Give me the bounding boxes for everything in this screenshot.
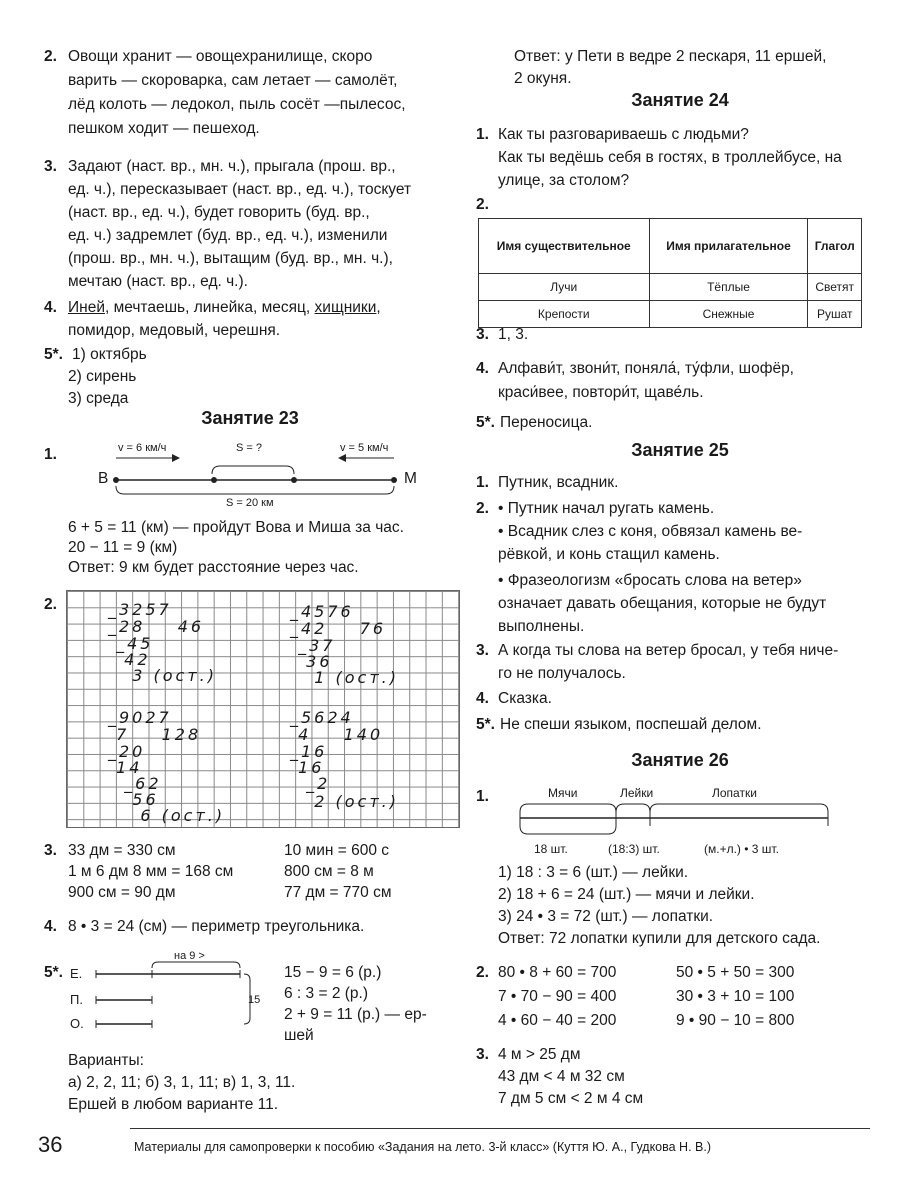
table-cell: Лучи [479, 274, 650, 301]
difference-label: на 9 > [174, 950, 205, 962]
text-line: ед. ч.) задремлет (буд. вр., ед. ч.), изменили [68, 227, 388, 244]
text-line: рёвкой, и конь стащил камень. [498, 546, 720, 563]
row-label: Е. [70, 966, 83, 981]
segment-label: Лопатки [712, 786, 757, 800]
column-header: Глагол [808, 219, 862, 274]
lesson-title: Занятие 23 [201, 408, 299, 428]
text-line: 10 мин = 600 с [284, 842, 390, 859]
footer-rule [130, 1128, 870, 1129]
text-line: мечтаю (наст. вр., ед. ч.). [68, 273, 248, 290]
text-line: Задают (наст. вр., мн. ч.), прыгала (прош. вр., [68, 158, 396, 175]
segment-value: 18 шт. [534, 842, 568, 856]
text-line: • Путник начал ругать камень. [498, 500, 715, 517]
text-line: 2) сирень [68, 368, 137, 385]
text-line: Не спеши языком, поспешай делом. [500, 716, 762, 733]
text-line: варить — скороварка, сам летает — самолёт, [68, 72, 398, 89]
table-row [479, 274, 862, 301]
item-number: 1. [44, 446, 57, 463]
item-number: 2. [476, 964, 489, 981]
table-cell: Снежные [649, 301, 808, 328]
item-number: 5*. [44, 964, 63, 981]
table-cell: Тёплые [649, 274, 808, 301]
text-line: Ершей в любом варианте 11. [68, 1096, 279, 1113]
segment-value: (18:3) шт. [608, 842, 660, 856]
text-line: пешком ходит — пешеход. [68, 120, 260, 137]
text-line: а) 2, 2, 11; б) 3, 1, 11; в) 1, 3, 11. [68, 1074, 296, 1091]
total-distance-label: S = 20 км [226, 497, 274, 509]
speed-label: v = 6 км/ч [118, 442, 167, 454]
segment-label: Лейки [620, 786, 654, 800]
item-number: 4. [476, 690, 489, 707]
speed-label: v = 5 км/ч [340, 442, 389, 454]
text-line: выполнены. [498, 618, 585, 635]
segment-diagram [512, 800, 842, 840]
text-line: Алфави́т, звони́т, поняла́, ту́фли, шофёр, [498, 360, 794, 377]
item-number: 2. [476, 196, 489, 213]
point-label: В [98, 470, 109, 487]
text-line: 4 • 60 − 40 = 200 [498, 1012, 617, 1029]
text-line: 30 • 3 + 10 = 100 [676, 988, 795, 1005]
item-number: 3. [476, 326, 489, 343]
item-number: 3. [476, 642, 489, 659]
text-line: (прош. вр., мн. ч.), вытащим (буд. вр., мн. ч.), [68, 250, 393, 267]
table-header-row [479, 219, 862, 274]
text-line: 2 окуня. [514, 70, 572, 87]
text-line: 7 дм 5 см < 2 м 4 см [498, 1090, 644, 1107]
text-line: 6 : 3 = 2 (р.) [284, 985, 369, 1002]
text-line: Переносица. [500, 414, 593, 431]
lesson-title: Занятие 26 [631, 750, 729, 770]
column-header: Имя прилагательное [649, 219, 808, 274]
text-line: 9 • 90 − 10 = 800 [676, 1012, 795, 1029]
text-line: 6 + 5 = 11 (км) — пройдут Вова и Миша за час. [68, 519, 404, 536]
page-number: 36 [38, 1132, 63, 1157]
table-cell: Светят [808, 274, 862, 301]
text-line: Путник, всадник. [498, 474, 619, 491]
text-line: Сказка. [498, 690, 552, 707]
item-number: 1. [476, 474, 489, 491]
text-line: (наст. вр., ед. ч.), будет говорить (буд. вр., [68, 204, 370, 221]
text-line: 50 • 5 + 50 = 300 [676, 964, 795, 981]
text-line: 3) среда [68, 390, 129, 407]
text-line: Как ты ведёшь себя в гостях, в троллейбусе, на [498, 149, 842, 166]
segment-label: Мячи [548, 786, 578, 800]
row-label: О. [70, 1016, 84, 1031]
text-line: Овощи хранит — овощехранилище, скоро [68, 48, 373, 65]
item-number: 3. [44, 842, 57, 859]
text-line: 800 см = 8 м [284, 863, 374, 880]
text-line: 1, 3. [498, 326, 529, 343]
text-line: 4 м > 25 дм [498, 1046, 581, 1063]
item-number: 3. [476, 1046, 489, 1063]
text-line: 1 м 6 дм 8 мм = 168 см [68, 863, 234, 880]
text-line: • Фразеологизм «бросать слова на ветер» [498, 572, 802, 589]
grammar-table [478, 218, 862, 328]
text-line: Ответ: 72 лопатки купили для детского сада. [498, 930, 821, 947]
text-line: краси́вее, повтори́т, щаве́ль. [498, 384, 704, 401]
text-line: 8 • 3 = 24 (см) — периметр треугольника. [68, 918, 365, 935]
text-line: 33 дм = 330 см [68, 842, 176, 859]
text-line: 77 дм = 770 см [284, 884, 392, 901]
item-number: 2. [476, 500, 489, 517]
segment-diagram [92, 956, 252, 1036]
text-line: 2 + 9 = 11 (р.) — ер- [284, 1006, 427, 1023]
text-line: 2) 18 + 6 = 24 (шт.) — мячи и лейки. [498, 886, 755, 903]
text-line: Как ты разговариваешь с людьми? [498, 126, 749, 143]
text-line: 1) 18 : 3 = 6 (шт.) — лейки. [498, 864, 689, 881]
point-label: М [404, 470, 417, 487]
table-cell: Рушат [808, 301, 862, 328]
text-line: Иней, мечтаешь, линейка, месяц, хищники, [68, 299, 381, 316]
lesson-title: Занятие 25 [631, 440, 729, 460]
text-line: Варианты: [68, 1052, 144, 1069]
item-number: 1. [476, 788, 489, 805]
text-line: 7 • 70 − 90 = 400 [498, 988, 617, 1005]
item-number: 5*. [476, 414, 495, 431]
text-line: Ответ: у Пети в ведре 2 пескаря, 11 ершей, [514, 48, 827, 65]
row-label: П. [70, 992, 83, 1007]
item-number: 2. [44, 596, 57, 613]
item-number: 5*. [476, 716, 495, 733]
text-line: 20 − 11 = 9 (км) [68, 539, 178, 556]
text-line: 900 см = 90 дм [68, 884, 176, 901]
text-line: 43 дм < 4 м 32 см [498, 1068, 625, 1085]
text-line: улице, за столом? [498, 172, 630, 189]
item-number: 5*. [44, 346, 63, 363]
item-number: 3. [44, 158, 57, 175]
lesson-title: Занятие 24 [631, 90, 729, 110]
text-line: А когда ты слова на ветер бросал, у тебя ниче- [498, 642, 839, 659]
item-number: 4. [476, 360, 489, 377]
text-line: 1) октябрь [72, 346, 147, 363]
text-line: 80 • 8 + 60 = 700 [498, 964, 617, 981]
text-line: • Всадник слез с коня, обвязал камень ве- [498, 523, 803, 540]
text-line: го не получалось. [498, 665, 626, 682]
segment-value: (м.+л.) • 3 шт. [704, 842, 779, 856]
text-line: 3) 24 • 3 = 72 (шт.) — лопатки. [498, 908, 714, 925]
item-number: 4. [44, 299, 57, 316]
column-header: Имя существительное [479, 219, 650, 274]
text-line: шей [284, 1027, 314, 1044]
footer-text: Материалы для самопроверки к пособию «Задания на лето. 3-й класс» (Куття Ю. А., Гудкова Н. В.) [134, 1140, 712, 1154]
underlined-word: хищники [314, 299, 377, 316]
underlined-word: Иней [68, 299, 105, 316]
text-line: помидор, медовый, черешня. [68, 322, 281, 339]
text-line: Ответ: 9 км будет расстояние через час. [68, 559, 359, 576]
item-number: 4. [44, 918, 57, 935]
total-label: 15 [248, 994, 261, 1006]
item-number: 2. [44, 48, 57, 65]
text-line: лёд колоть — ледокол, пыль сосёт —пылесос, [68, 96, 406, 113]
text-line: ед. ч.), пересказывает (наст. вр., ед. ч.), тоскует [68, 181, 412, 198]
table-row [479, 301, 862, 328]
text-line: означает давать обещания, которые не будут [498, 595, 827, 612]
distance-label: S = ? [236, 442, 262, 454]
text-line: 15 − 9 = 6 (р.) [284, 964, 382, 981]
item-number: 1. [476, 126, 489, 143]
table-cell: Крепости [479, 301, 650, 328]
